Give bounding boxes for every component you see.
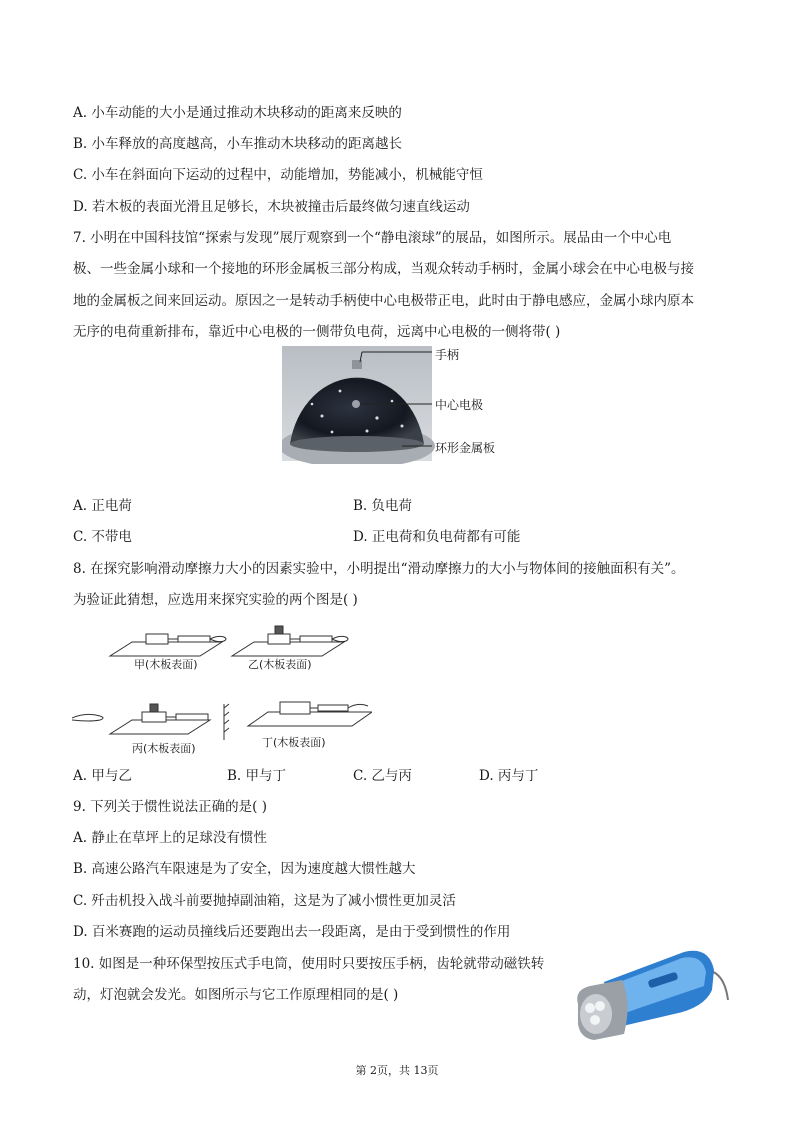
q7-stem-line: 地的金属板之间来回运动。原因之一是转动手柄使中心电极带正电，此时由于静电感应，金属小球内原本 xyxy=(73,293,694,309)
label-ring-plate: 环形金属板 xyxy=(435,441,496,455)
label-center-electrode: 中心电极 xyxy=(435,398,484,412)
label-yi: 乙(木板表面) xyxy=(248,658,312,671)
q9-option-d: D. 百米赛跑的运动员撞线后还要跑出去一段距离，是由于受到惯性的作用 xyxy=(73,924,511,940)
q6-option-a: A. 小车动能的大小是通过推动木块移动的距离来反映的 xyxy=(73,105,402,121)
flashlight-figure xyxy=(574,942,730,1042)
q7-option-b: B. 负电荷 xyxy=(353,498,413,514)
q8-option-d: D. 丙与丁 xyxy=(479,768,539,784)
q8-option-a: A. 甲与乙 xyxy=(73,768,132,784)
page-footer: 第 2页，共 13页 xyxy=(355,1064,439,1077)
q8-stem-line: 8. 在探究影响滑动摩擦力大小的因素实验中，小明提出“滑动摩擦力的大小与物体间的接触面积有关”。 xyxy=(73,561,685,577)
q7-stem-line: 无序的电荷重新排布，靠近中心电极的一侧带负电荷，远离中心电极的一侧将带( ) xyxy=(73,324,561,340)
q7-stem-line: 7. 小明在中国科技馆“探索与发现”展厅观察到一个“静电滚球”的展品，如图所示。展品由一个中心电 xyxy=(73,230,672,246)
label-bing: 丙(木板表面) xyxy=(132,742,196,755)
q6-option-b: B. 小车释放的高度越高，小车推动木块移动的距离越长 xyxy=(73,136,403,152)
q6-option-d: D. 若木板的表面光滑且足够长，木块被撞击后最终做匀速直线运动 xyxy=(73,199,470,215)
q9-stem-line: 9. 下列关于惯性说法正确的是( ) xyxy=(73,799,267,815)
q7-stem-line: 极、一些金属小球和一个接地的环形金属板三部分构成，当观众转动手柄时，金属小球会在中心电极与接 xyxy=(73,261,694,277)
static-ball-figure xyxy=(282,346,542,464)
q10-stem-line: 动，灯泡就会发光。如图所示与它工作原理相同的是( ) xyxy=(73,987,399,1003)
q9-option-c: C. 歼击机投入战斗前要抛掉副油箱，这是为了减小惯性更加灵活 xyxy=(73,893,456,909)
q9-option-a: A. 静止在草坪上的足球没有惯性 xyxy=(73,830,267,846)
friction-figures xyxy=(72,612,372,762)
q7-option-d: D. 正电荷和负电荷都有可能 xyxy=(353,529,521,545)
q9-option-b: B. 高速公路汽车限速是为了安全，因为速度越大惯性越大 xyxy=(73,861,416,877)
q10-stem-line: 10. 如图是一种环保型按压式手电筒，使用时只要按压手柄，齿轮就带动磁铁转 xyxy=(73,956,545,972)
q8-stem-line: 为验证此猜想，应选用来探究实验的两个图是( ) xyxy=(73,592,358,608)
label-ding: 丁(木板表面) xyxy=(262,736,326,749)
label-handle: 手柄 xyxy=(435,348,460,362)
q8-option-b: B. 甲与丁 xyxy=(227,768,287,784)
q7-option-c: C. 不带电 xyxy=(73,529,132,545)
label-jia: 甲(木板表面) xyxy=(134,658,198,671)
q6-option-c: C. 小车在斜面向下运动的过程中，动能增加，势能减小，机械能守恒 xyxy=(73,167,483,183)
q8-option-c: C. 乙与丙 xyxy=(353,768,412,784)
q7-option-a: A. 正电荷 xyxy=(73,498,132,514)
